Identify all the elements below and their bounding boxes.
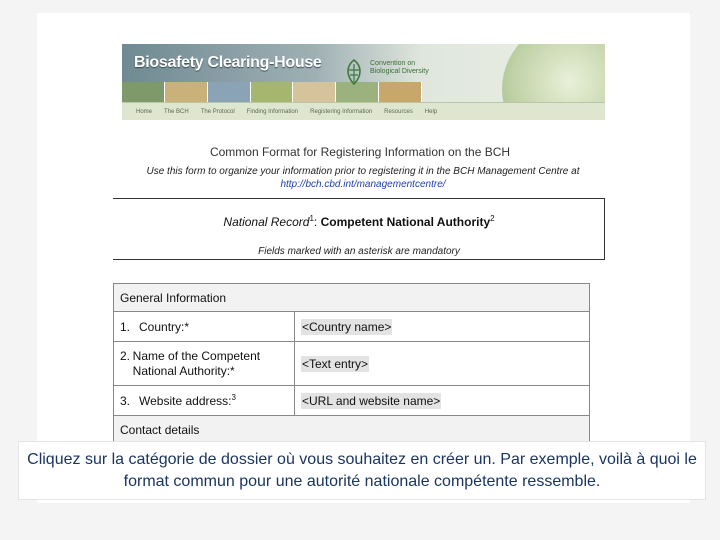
mandatory-note: Fields marked with an asterisk are mandatory [258, 246, 460, 257]
nav-item-registering-information[interactable]: Registering Information [310, 108, 373, 115]
banner-title: Biosafety Clearing-House [134, 54, 322, 71]
country-field[interactable]: <Country name> [302, 319, 392, 334]
row-number: 3. [120, 394, 131, 408]
field-label: Name of the Competent National Authority:* [132, 348, 261, 378]
cbd-logo-text [370, 60, 429, 76]
authority-value-cell[interactable] [295, 342, 590, 386]
contact-details-header: Contact details [114, 416, 590, 444]
nav-item-resources[interactable]: Resources [384, 108, 413, 115]
nav-item-the-protocol[interactable]: The Protocol [200, 108, 235, 115]
table-row [114, 342, 590, 386]
website-footnote: 3 [231, 393, 236, 402]
record-footnote-2: 2 [490, 214, 495, 223]
record-footnote-1: 1 [309, 214, 314, 223]
record-title [113, 214, 605, 229]
nav-item-the-bch[interactable]: The BCH [164, 108, 189, 115]
row-number: 1. [120, 319, 131, 334]
record-form-table [113, 283, 590, 444]
cbd-line-1: Convention on [370, 60, 416, 67]
table-row [114, 312, 590, 342]
general-info-row [114, 284, 590, 312]
nav-item-home[interactable]: Home [136, 108, 153, 115]
country-value-cell[interactable] [295, 312, 590, 342]
banner-photo-strip [122, 82, 422, 102]
cbd-leaf-icon [342, 58, 366, 86]
contact-details-row [114, 416, 590, 444]
caption-box: Cliquez sur la catégorie de dossier où vous souhaitez en créer un. Par exemple, voilà à quoi le format commun pour une autorité nationale compétente ressemble. [18, 441, 706, 500]
record-header-box [113, 198, 605, 260]
intro-sentence: Use this form to organize your information prior to registering it in the BCH Management Centre at [146, 166, 580, 177]
field-label: Website address: [139, 394, 232, 408]
record-type: Competent National Authority [320, 215, 491, 229]
authority-label-cell [114, 342, 295, 386]
country-label-cell [114, 312, 295, 342]
website-label-cell [114, 386, 295, 416]
general-info-header: General Information [114, 284, 590, 312]
bch-nav-bar [122, 102, 605, 120]
cbd-line-2: Biological Diversity [370, 68, 429, 75]
field-label: Country:* [139, 319, 190, 334]
intro-text [120, 165, 606, 191]
website-value-cell[interactable] [295, 386, 590, 416]
globe-image [502, 44, 605, 102]
nav-item-finding-information[interactable]: Finding Information [246, 108, 299, 115]
table-row [114, 386, 590, 416]
record-separator: : [313, 215, 321, 229]
authority-name-field[interactable]: <Text entry> [302, 356, 369, 371]
management-centre-link[interactable]: http://bch.cbd.int/managementcentre/ [280, 179, 446, 190]
banner-header [122, 44, 605, 102]
page-heading: Common Format for Registering Information on the BCH [209, 145, 511, 159]
nav-item-help[interactable]: Help [424, 108, 438, 115]
record-label: National Record [223, 215, 310, 229]
row-number: 2. [120, 348, 131, 363]
website-field[interactable]: <URL and website name> [302, 393, 441, 408]
bch-banner [122, 44, 605, 120]
